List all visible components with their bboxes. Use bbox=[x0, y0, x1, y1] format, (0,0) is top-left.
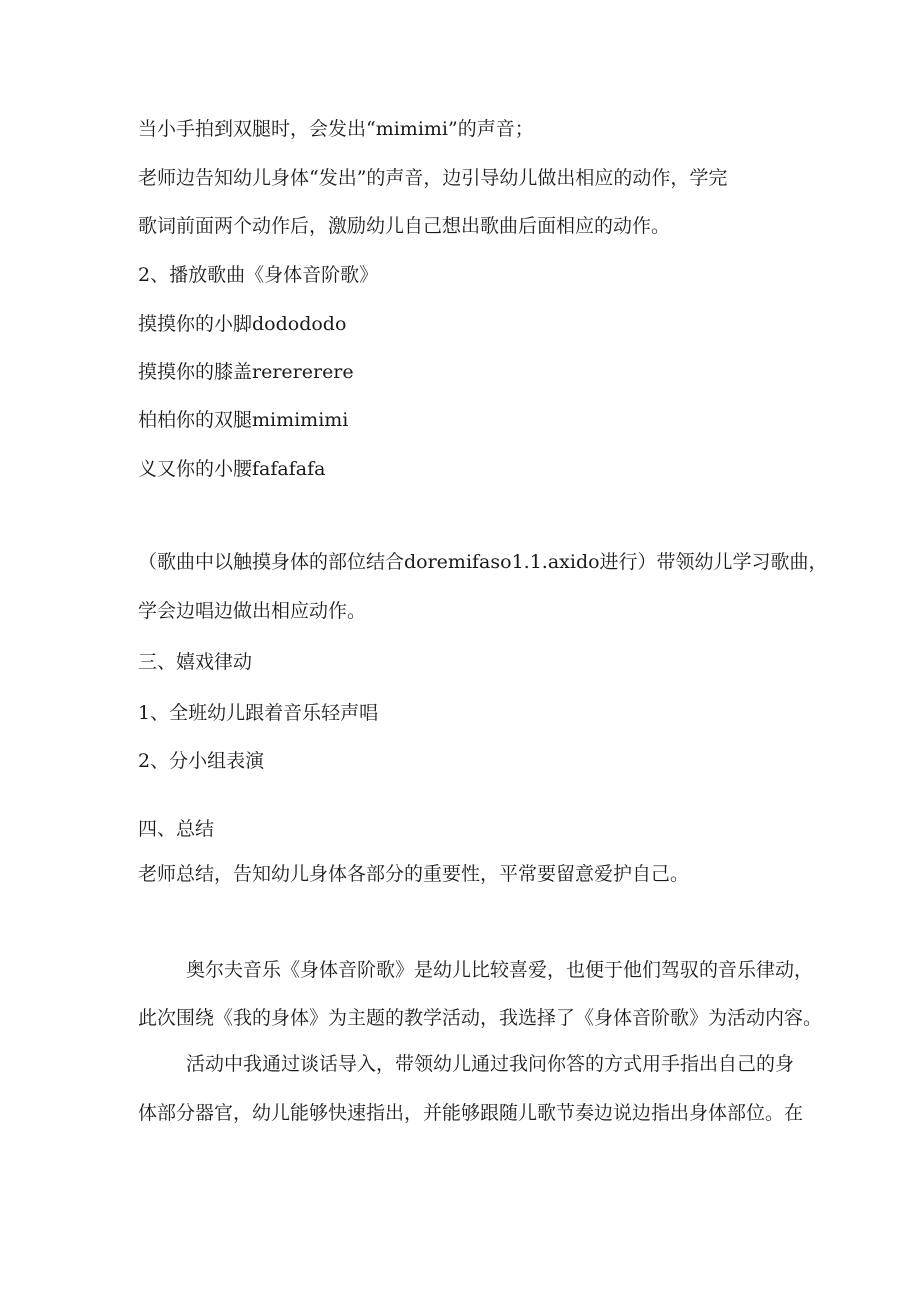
section-heading-summary: 四、总结 bbox=[138, 818, 215, 840]
reflection-paragraph-2-line-1: 活动中我通过谈话导入，带领幼儿通过我问你答的方式用手指出自己的身 bbox=[186, 1053, 795, 1075]
lyric-line-fa: 义又你的小腰fafafafa bbox=[138, 458, 326, 480]
reflection-paragraph-2-line-2: 体部分器官，幼儿能够快速指出，并能够跟随儿歌节奏边说边指出身体部位。在 bbox=[138, 1102, 804, 1124]
text-line-lyrics-actions: 歌词前面两个动作后，激励幼儿自己想出歌曲后面相应的动作。 bbox=[138, 215, 671, 237]
reflection-paragraph-1-line-1: 奥尔夫音乐《身体音阶歌》是幼儿比较喜爱，也便于他们驾驭的音乐律动， bbox=[186, 959, 814, 981]
step-heading-play-song: 2、播放歌曲《身体音阶歌》 bbox=[138, 264, 379, 286]
section-heading-play-rhythm: 三、嬉戏律动 bbox=[138, 651, 253, 673]
text-line-teacher-guide: 老师边告知幼儿身体“发出”的声音，边引导幼儿做出相应的动作，学完 bbox=[138, 167, 728, 189]
lyric-line-re: 摸摸你的膝盖rerererere bbox=[138, 361, 354, 383]
step-sing-softly: 1、全班幼儿跟着音乐轻声唱 bbox=[138, 702, 379, 724]
text-line-song-explanation: （歌曲中以触摸身体的部位结合doremifaso1.1.axido进行）带领幼儿学习歌曲， bbox=[138, 551, 828, 573]
reflection-paragraph-1-line-2: 此次围绕《我的身体》为主题的教学活动，我选择了《身体音阶歌》为活动内容。 bbox=[138, 1007, 823, 1029]
step-group-performance: 2、分小组表演 bbox=[138, 750, 265, 772]
text-line-learn-actions: 学会边唱边做出相应动作。 bbox=[138, 600, 367, 622]
lyric-line-do: 摸摸你的小脚dodododo bbox=[138, 313, 347, 335]
text-line-mimimi-sound: 当小手拍到双腿时，会发出“mimimi”的声音； bbox=[138, 118, 534, 140]
text-line-teacher-summary: 老师总结，告知幼儿身体各部分的重要性，平常要留意爱护自己。 bbox=[138, 863, 690, 885]
lyric-line-mi: 柏柏你的双腿mimimimi bbox=[138, 409, 349, 431]
